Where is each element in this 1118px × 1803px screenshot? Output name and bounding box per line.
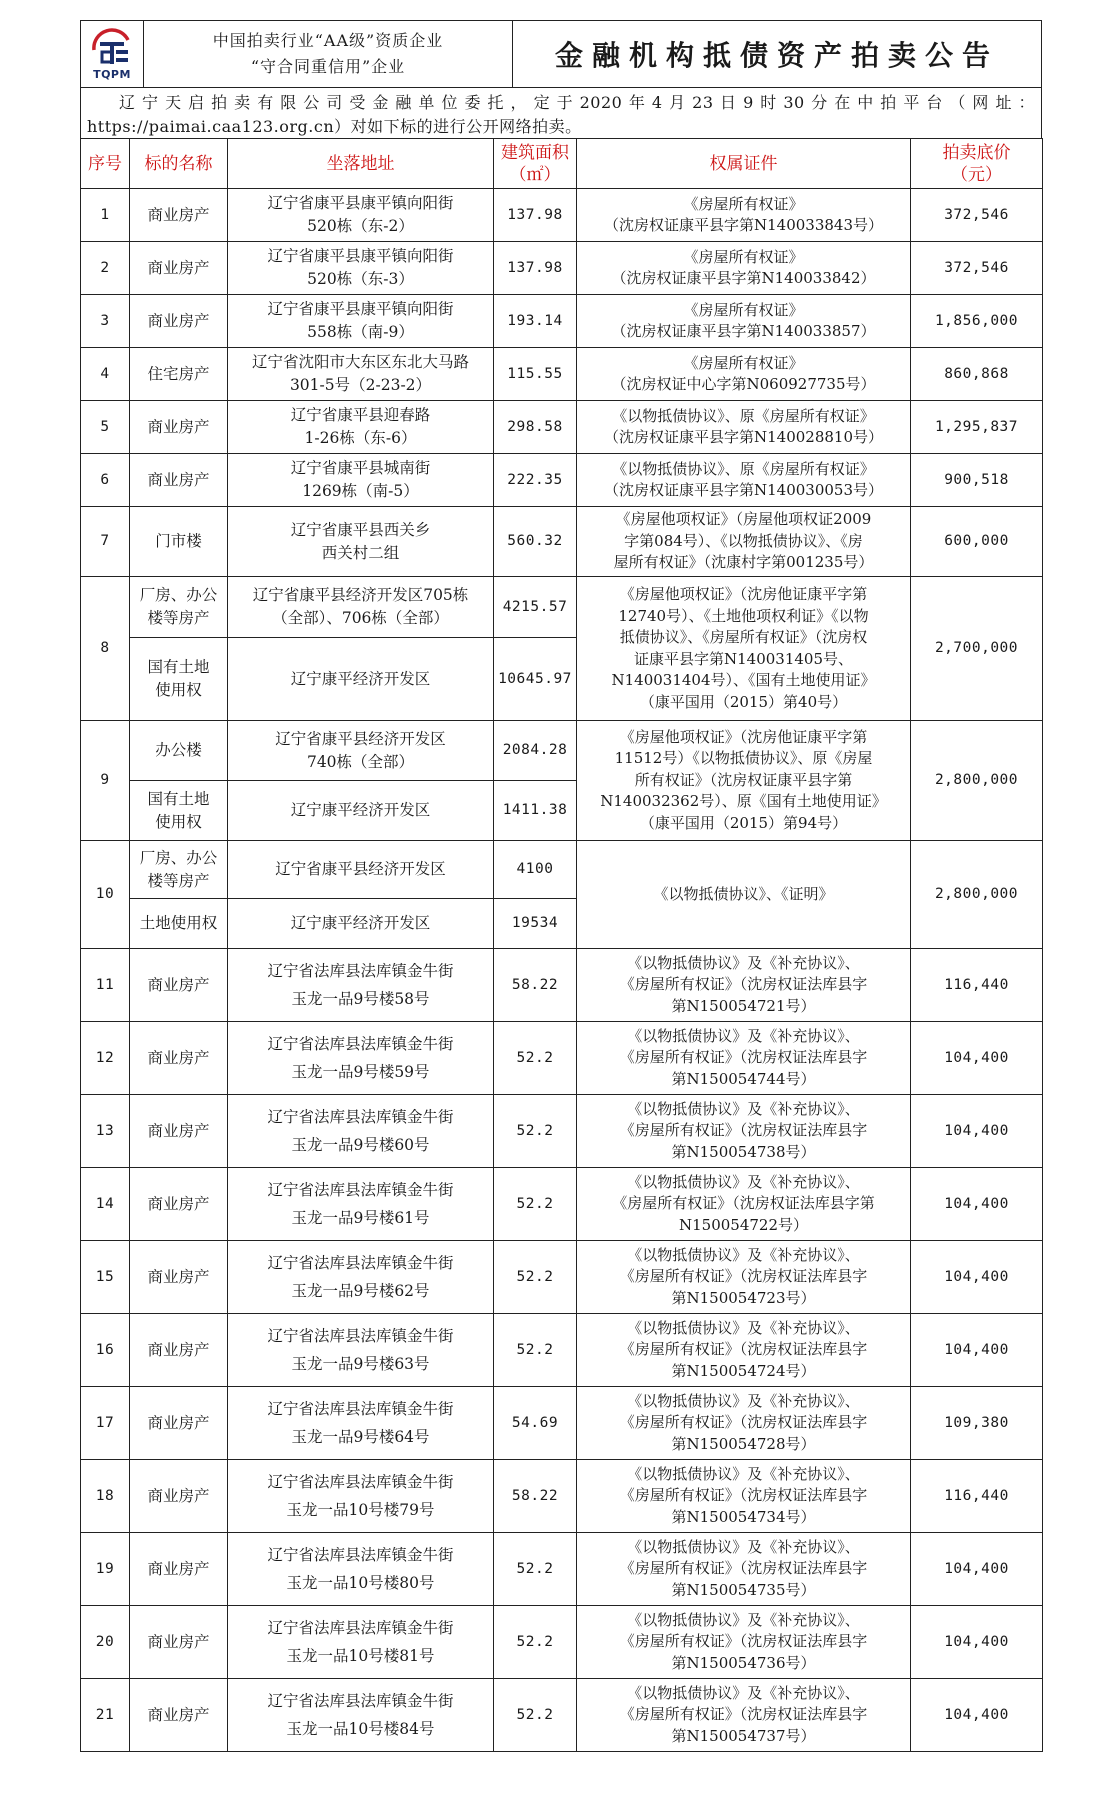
document-title: 金融机构抵债资产拍卖公告 [554, 39, 999, 72]
document-header [80, 20, 1042, 88]
tqpm-logo-icon [88, 28, 136, 68]
row-name: 门市楼 [130, 507, 228, 577]
row-price: 372,546 [911, 189, 1043, 242]
row-cert: 《房屋所有权证》 （沈房权证康平县字第N140033843号） [577, 189, 911, 242]
row-name: 商业房产 [130, 189, 228, 242]
logo-text: TQPM [93, 67, 131, 81]
row-address: 辽宁省法库县法库镇金牛街 玉龙一品10号楼81号 [228, 1606, 494, 1679]
table-row [81, 401, 1043, 454]
table-row [81, 1168, 1043, 1241]
row-no: 20 [81, 1606, 130, 1679]
row-name: 商业房产 [130, 401, 228, 454]
table-row [81, 507, 1043, 577]
row-name: 商业房产 [130, 454, 228, 507]
row-area: 58.22 [494, 949, 577, 1022]
row-price: 372,546 [911, 242, 1043, 295]
row-price: 104,400 [911, 1533, 1043, 1606]
row-area: 298.58 [494, 401, 577, 454]
row-address: 辽宁省法库县法库镇金牛街 玉龙一品10号楼84号 [228, 1679, 494, 1752]
row-name: 商业房产 [130, 1314, 228, 1387]
row-price: 116,440 [911, 1460, 1043, 1533]
row-no: 15 [81, 1241, 130, 1314]
row-name: 厂房、办公 楼等房产 [130, 577, 228, 638]
row-no: 7 [81, 507, 130, 577]
enterprise-line-1: 中国拍卖行业“AA级”资质企业 [212, 31, 444, 50]
col-header-area: 建筑面积 （㎡） [494, 139, 577, 189]
row-name: 商业房产 [130, 1387, 228, 1460]
row-address: 辽宁省法库县法库镇金牛街 玉龙一品9号楼58号 [228, 949, 494, 1022]
intro-paragraph: 辽宁天启拍卖有限公司受金融单位委托，定于2020年4月23日9时30分在中拍平台（网址：https://paimai.caa123.org.cn）对如下标的进行公开网络拍卖。 [80, 88, 1042, 138]
table-row [81, 721, 1043, 781]
company-logo [81, 21, 144, 87]
row-address: 辽宁省沈阳市大东区东北大马路 301-5号（2-23-2） [228, 348, 494, 401]
row-address: 辽宁省法库县法库镇金牛街 玉龙一品10号楼79号 [228, 1460, 494, 1533]
row-no: 16 [81, 1314, 130, 1387]
table-row [81, 1022, 1043, 1095]
enterprise-line-2: “守合同重信用”企业 [250, 57, 406, 76]
table-row [81, 1314, 1043, 1387]
row-no: 12 [81, 1022, 130, 1095]
row-cert: 《以物抵债协议》及《补充协议》、 《房屋所有权证》（沈房权证法库县字第 N150054722号） [577, 1168, 911, 1241]
row-area: 4215.57 [494, 577, 577, 638]
row-name: 商业房产 [130, 1533, 228, 1606]
row-no: 11 [81, 949, 130, 1022]
row-cert: 《以物抵债协议》及《补充协议》、 《房屋所有权证》（沈房权证法库县字 第N150054723号） [577, 1241, 911, 1314]
row-cert: 《以物抵债协议》及《补充协议》、 《房屋所有权证》（沈房权证法库县字 第N150054738号） [577, 1095, 911, 1168]
table-row [81, 1095, 1043, 1168]
row-address: 辽宁省康平县康平镇向阳街 520栋（东-2） [228, 189, 494, 242]
row-cert: 《以物抵债协议》及《补充协议》、 《房屋所有权证》（沈房权证法库县字 第N150054734号） [577, 1460, 911, 1533]
row-area: 137.98 [494, 189, 577, 242]
row-area: 52.2 [494, 1679, 577, 1752]
row-name: 商业房产 [130, 295, 228, 348]
table-row [81, 242, 1043, 295]
row-price: 1,295,837 [911, 401, 1043, 454]
col-header-price: 拍卖底价 （元） [911, 139, 1043, 189]
row-address: 辽宁省法库县法库镇金牛街 玉龙一品9号楼59号 [228, 1022, 494, 1095]
row-cert: 《以物抵债协议》及《补充协议》、 《房屋所有权证》（沈房权证法库县字 第N150054737号） [577, 1679, 911, 1752]
row-name: 商业房产 [130, 1679, 228, 1752]
row-no: 1 [81, 189, 130, 242]
row-price: 104,400 [911, 1095, 1043, 1168]
row-price: 104,400 [911, 1314, 1043, 1387]
row-area: 222.35 [494, 454, 577, 507]
table-row [81, 1533, 1043, 1606]
row-no: 21 [81, 1679, 130, 1752]
row-address: 辽宁省康平县西关乡 西关村二组 [228, 507, 494, 577]
row-price: 104,400 [911, 1168, 1043, 1241]
row-name: 商业房产 [130, 1460, 228, 1533]
row-name: 商业房产 [130, 1606, 228, 1679]
row-address: 辽宁康平经济开发区 [228, 781, 494, 841]
row-address: 辽宁省法库县法库镇金牛街 玉龙一品9号楼61号 [228, 1168, 494, 1241]
row-name: 办公楼 [130, 721, 228, 781]
row-name: 商业房产 [130, 949, 228, 1022]
row-no: 6 [81, 454, 130, 507]
row-price: 860,868 [911, 348, 1043, 401]
row-price: 2,700,000 [911, 577, 1043, 721]
row-no: 14 [81, 1168, 130, 1241]
row-no: 18 [81, 1460, 130, 1533]
row-cert: 《以物抵债协议》、原《房屋所有权证》 （沈房权证康平县字第N140030053号） [577, 454, 911, 507]
row-address: 辽宁省康平县经济开发区705栋 （全部）、706栋（全部） [228, 577, 494, 638]
row-no: 4 [81, 348, 130, 401]
row-name: 商业房产 [130, 1168, 228, 1241]
row-cert: 《以物抵债协议》、原《房屋所有权证》 （沈房权证康平县字第N140028810号） [577, 401, 911, 454]
table-row [81, 348, 1043, 401]
row-cert: 《房屋所有权证》 （沈房权证康平县字第N140033857） [577, 295, 911, 348]
table-row [81, 1606, 1043, 1679]
row-area: 2084.28 [494, 721, 577, 781]
row-address: 辽宁省康平县经济开发区 [228, 841, 494, 899]
row-price: 2,800,000 [911, 841, 1043, 949]
row-price: 104,400 [911, 1679, 1043, 1752]
row-area: 560.32 [494, 507, 577, 577]
row-price: 104,400 [911, 1241, 1043, 1314]
row-name: 厂房、办公 楼等房产 [130, 841, 228, 899]
col-header-name: 标的名称 [130, 139, 228, 189]
table-row [81, 577, 1043, 638]
row-cert: 《以物抵债协议》及《补充协议》、 《房屋所有权证》（沈房权证法库县字 第N150054744号） [577, 1022, 911, 1095]
row-name: 住宅房产 [130, 348, 228, 401]
row-no: 17 [81, 1387, 130, 1460]
row-address: 辽宁省康平县康平镇向阳街 558栋（南-9） [228, 295, 494, 348]
row-price: 109,380 [911, 1387, 1043, 1460]
row-area: 52.2 [494, 1314, 577, 1387]
row-cert: 《以物抵债协议》及《补充协议》、 《房屋所有权证》（沈房权证法库县字 第N150054735号） [577, 1533, 911, 1606]
row-cert: 《以物抵债协议》及《补充协议》、 《房屋所有权证》（沈房权证法库县字 第N150054721号） [577, 949, 911, 1022]
row-cert: 《房屋所有权证》 （沈房权证康平县字第N140033842） [577, 242, 911, 295]
row-no: 10 [81, 841, 130, 949]
row-area: 1411.38 [494, 781, 577, 841]
enterprise-qualification [144, 21, 513, 87]
row-area: 10645.97 [494, 638, 577, 721]
row-price: 2,800,000 [911, 721, 1043, 841]
row-price: 900,518 [911, 454, 1043, 507]
row-area: 193.14 [494, 295, 577, 348]
row-no: 9 [81, 721, 130, 841]
row-cert: 《以物抵债协议》及《补充协议》、 《房屋所有权证》（沈房权证法库县字 第N150054728号） [577, 1387, 911, 1460]
row-area: 4100 [494, 841, 577, 899]
row-area: 58.22 [494, 1460, 577, 1533]
row-address: 辽宁省康平县康平镇向阳街 520栋（东-3） [228, 242, 494, 295]
col-header-cert: 权属证件 [577, 139, 911, 189]
row-area: 54.69 [494, 1387, 577, 1460]
row-name: 商业房产 [130, 1022, 228, 1095]
row-price: 104,400 [911, 1022, 1043, 1095]
table-row [81, 1387, 1043, 1460]
table-header-row [81, 139, 1043, 189]
auction-table [80, 138, 1043, 1752]
row-name: 商业房产 [130, 242, 228, 295]
table-row [81, 454, 1043, 507]
table-row [81, 295, 1043, 348]
col-header-address: 坐落地址 [228, 139, 494, 189]
table-row [81, 1460, 1043, 1533]
table-row [81, 189, 1043, 242]
row-price: 116,440 [911, 949, 1043, 1022]
row-cert: 《房屋他项权证》（沈房他证康平字第 11512号）《以物抵债协议》、原《房屋 所有权证》（沈房权证康平县字第 N140032362号）、原《国有土地使用证》 （康平国用（2015）第94号） [577, 721, 911, 841]
row-address: 辽宁省康平县迎春路 1-26栋（东-6） [228, 401, 494, 454]
row-cert: 《房屋所有权证》 （沈房权证中心字第N060927735号） [577, 348, 911, 401]
table-row [81, 1679, 1043, 1752]
table-row [81, 1241, 1043, 1314]
row-address: 辽宁省康平县城南街 1269栋（南-5） [228, 454, 494, 507]
row-address: 辽宁康平经济开发区 [228, 638, 494, 721]
row-address: 辽宁省法库县法库镇金牛街 玉龙一品9号楼62号 [228, 1241, 494, 1314]
col-header-no: 序号 [81, 139, 130, 189]
row-cert: 《以物抵债协议》、《证明》 [577, 841, 911, 949]
row-cert: 《以物抵债协议》及《补充协议》、 《房屋所有权证》（沈房权证法库县字 第N150054736号） [577, 1606, 911, 1679]
row-address: 辽宁康平经济开发区 [228, 899, 494, 949]
row-address: 辽宁省法库县法库镇金牛街 玉龙一品10号楼80号 [228, 1533, 494, 1606]
row-name: 国有土地 使用权 [130, 638, 228, 721]
row-cert: 《房屋他项权证》（沈房他证康平字第 12740号）、《土地他项权利证》《以物 抵债协议》、《房屋所有权证》（沈房权 证康平县字第N140031405号、 N140031404号）、《国有土地使用证》 （康平国用（2015）第40号） [577, 577, 911, 721]
row-no: 8 [81, 577, 130, 721]
row-area: 115.55 [494, 348, 577, 401]
row-price: 104,400 [911, 1606, 1043, 1679]
row-area: 52.2 [494, 1533, 577, 1606]
row-address: 辽宁省康平县经济开发区 740栋（全部） [228, 721, 494, 781]
row-address: 辽宁省法库县法库镇金牛街 玉龙一品9号楼63号 [228, 1314, 494, 1387]
row-name: 国有土地 使用权 [130, 781, 228, 841]
row-address: 辽宁省法库县法库镇金牛街 玉龙一品9号楼64号 [228, 1387, 494, 1460]
row-cert: 《以物抵债协议》及《补充协议》、 《房屋所有权证》（沈房权证法库县字 第N150054724号） [577, 1314, 911, 1387]
row-no: 13 [81, 1095, 130, 1168]
row-area: 52.2 [494, 1095, 577, 1168]
row-no: 2 [81, 242, 130, 295]
row-area: 52.2 [494, 1168, 577, 1241]
row-name: 商业房产 [130, 1095, 228, 1168]
announcement-document [80, 20, 1042, 1752]
row-area: 52.2 [494, 1241, 577, 1314]
row-area: 137.98 [494, 242, 577, 295]
row-name: 商业房产 [130, 1241, 228, 1314]
row-cert: 《房屋他项权证》（房屋他项权证2009 字第084号）、《以物抵债协议》、《房 屋所有权证》（沈康村字第001235号） [577, 507, 911, 577]
row-no: 3 [81, 295, 130, 348]
table-row [81, 841, 1043, 899]
row-price: 600,000 [911, 507, 1043, 577]
row-price: 1,856,000 [911, 295, 1043, 348]
row-area: 19534 [494, 899, 577, 949]
row-name: 土地使用权 [130, 899, 228, 949]
row-no: 5 [81, 401, 130, 454]
row-area: 52.2 [494, 1606, 577, 1679]
table-row [81, 949, 1043, 1022]
row-area: 52.2 [494, 1022, 577, 1095]
row-address: 辽宁省法库县法库镇金牛街 玉龙一品9号楼60号 [228, 1095, 494, 1168]
row-no: 19 [81, 1533, 130, 1606]
